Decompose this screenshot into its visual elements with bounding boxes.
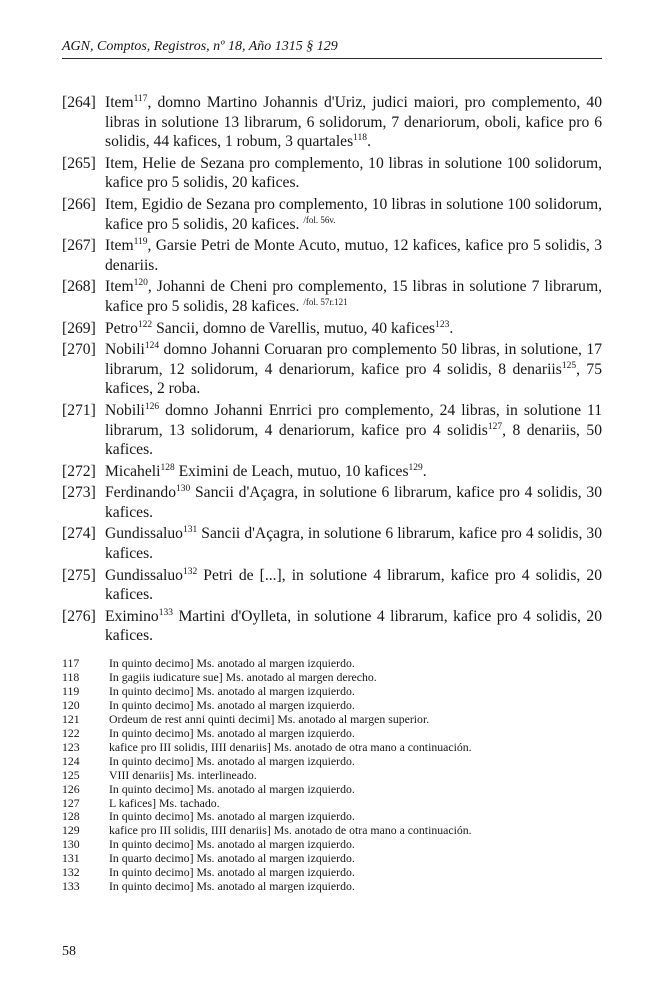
footnote <box>62 880 602 894</box>
entry-text <box>105 93 602 152</box>
entry-number: [276] <box>62 607 96 625</box>
entry-text <box>105 154 602 193</box>
footnote-text: VIII denariis] Ms. interlineado. <box>109 767 257 782</box>
text-run: Item <box>105 278 134 296</box>
footnote <box>62 755 602 769</box>
footnote-ref: 126 <box>144 401 160 412</box>
footnote-number: 121 <box>62 711 80 726</box>
footnote-text: kafice pro III solidis, IIII denariis] Ms. anotado de otra mano a continuación. <box>109 739 472 754</box>
entry-text <box>105 566 602 605</box>
entry-text <box>105 195 602 234</box>
entry-number: [273] <box>62 484 96 502</box>
footnote-text: In quinto decimo] Ms. anotado al margen izquierdo. <box>109 879 355 894</box>
text-run: domno Johanni Enrrici pro complemento, 24 libras, in solutione 11 librarum, 13 solidorum, 4 denariorum, kafice pro 4 solidis <box>105 401 602 439</box>
footnote-ref: 117 <box>133 94 148 104</box>
entry-text <box>105 483 602 522</box>
text-run: Nobili <box>105 341 145 359</box>
footnote-ref: 130 <box>176 484 191 495</box>
entry-text <box>105 607 602 646</box>
text-run: Eximini de Leach, mutuo, 10 kafices <box>174 462 409 480</box>
footnote-number: 120 <box>62 697 80 712</box>
footnote <box>62 699 602 713</box>
footnote-number: 125 <box>62 767 80 782</box>
footnote-number: 117 <box>62 656 80 670</box>
entry <box>62 277 602 316</box>
footnote <box>62 727 602 741</box>
footnote-text: In quinto decimo] Ms. anotado al margen izquierdo. <box>109 683 355 698</box>
text-run: Martini d'Oylleta, in solutione 4 librarum, kafice pro 4 solidis, 20 kafices. <box>105 607 602 645</box>
footnote-ref: 129 <box>408 462 423 473</box>
footnote-number: 132 <box>62 865 80 880</box>
entry-number: [267] <box>62 237 96 255</box>
header-rule <box>62 58 602 59</box>
text-run: . <box>367 133 371 151</box>
entry <box>62 566 602 605</box>
footnote-ref: 131 <box>182 525 198 536</box>
entry <box>62 607 602 646</box>
footnote-ref: 125 <box>561 360 577 371</box>
entry <box>62 524 602 563</box>
footnote <box>62 783 602 797</box>
footnote <box>62 685 602 699</box>
footnote-ref: 118 <box>353 133 368 144</box>
footnote-ref: 120 <box>133 278 148 289</box>
text-run: Ferdinando <box>105 484 177 502</box>
entry-text <box>105 462 602 482</box>
entry-number: [265] <box>62 154 96 172</box>
footnote <box>62 769 602 783</box>
footnote <box>62 852 602 866</box>
footnote-text: In quinto decimo] Ms. anotado al margen izquierdo. <box>109 837 355 852</box>
entry-text <box>105 340 602 399</box>
text-run: Item <box>105 94 134 111</box>
footnote-text: kafice pro III solidis, IIII denariis] Ms. anotado de otra mano a continuación. <box>109 823 472 838</box>
footnote-number: 128 <box>62 809 80 824</box>
footnotes-list <box>62 657 602 894</box>
footnote <box>62 741 602 755</box>
footnote-ref: 122 <box>137 319 153 330</box>
text-run: Sancii, domno de Varellis, mutuo, 40 kafices <box>152 319 436 337</box>
text-run: Item <box>105 237 134 255</box>
footnote-text: In quinto decimo] Ms. anotado al margen izquierdo. <box>109 781 355 796</box>
footnote-ref: 127 <box>487 421 503 432</box>
footnote <box>62 866 602 880</box>
entry <box>62 340 602 399</box>
text-run: , 75 kafices, 2 roba. <box>105 360 602 398</box>
footnote-text: In quinto decimo] Ms. anotado al margen izquierdo. <box>109 697 355 712</box>
running-head: AGN, Comptos, Registros, nº 18, Año 1315 § 129 <box>62 39 338 54</box>
footnote-number: 129 <box>62 823 80 838</box>
text-run: , Garsie Petri de Monte Acuto, mutuo, 12 kafices, kafice pro 5 solidis, 3 denariis. <box>105 237 602 274</box>
text-run: Micaheli <box>105 462 161 480</box>
footnote-number: 124 <box>62 753 80 768</box>
folio-marker: /fol. 56v. <box>303 214 336 225</box>
footnote-number: 131 <box>62 851 80 866</box>
text-run: Sancii d'Açagra, in solutione 6 librarum, kafice pro 4 solidis, 30 kafices. <box>105 484 602 521</box>
entry-text <box>105 277 602 316</box>
entry-number: [269] <box>62 319 96 337</box>
footnote-text: Ordeum de rest anni quinti decimi] Ms. anotado al margen superior. <box>109 711 430 726</box>
footnote-ref: 123 <box>435 319 450 330</box>
footnote <box>62 713 602 727</box>
entry-number: [268] <box>62 278 96 296</box>
footnote-ref: 128 <box>160 462 175 473</box>
footnote-text: L kafices] Ms. tachado. <box>109 795 220 810</box>
entry-text <box>105 319 602 339</box>
entries-list <box>62 93 602 648</box>
footnote <box>62 797 602 811</box>
footnote-number: 118 <box>62 669 80 684</box>
entry-text <box>105 236 602 275</box>
text-run: Nobili <box>105 401 145 419</box>
footnote <box>62 671 602 685</box>
entry-number: [266] <box>62 195 96 213</box>
footnote-number: 123 <box>62 739 80 754</box>
footnote-ref: 132 <box>182 566 198 577</box>
entry <box>62 236 602 275</box>
text-run: Petro <box>105 319 138 337</box>
footnote <box>62 810 602 824</box>
footnote <box>62 824 602 838</box>
footnote-number: 133 <box>62 879 80 894</box>
footnote-text: In quinto decimo] Ms. anotado al margen izquierdo. <box>109 809 355 824</box>
footnote-number: 127 <box>62 795 80 810</box>
text-run: Eximino <box>105 607 159 625</box>
entry <box>62 319 602 339</box>
text-run: Item, Egidio de Sezana pro complemento, 10 libras in solutione 100 solidorum, kafice pro 5 solidis, 20 kafices. <box>105 195 602 233</box>
text-run: . <box>422 462 427 480</box>
text-run: Item, Helie de Sezana pro complemento, 10 libras in solutione 100 solidorum, kafice pro 5 solidis, 20 kafices. <box>105 154 602 192</box>
entry-number: [274] <box>62 525 96 543</box>
entry <box>62 483 602 522</box>
entry <box>62 154 602 193</box>
text-run: domno Johanni Coruaran pro complemento 50 libras, in solutione, 17 librarum, 12 solidorum, 4 denariorum, kafice pro 4 solidis, 8 denariis <box>105 341 602 378</box>
entry-text <box>105 524 602 563</box>
footnote-number: 130 <box>62 837 80 852</box>
footnote-number: 126 <box>62 781 80 796</box>
entry <box>62 462 602 482</box>
text-run: Gundissaluo <box>105 525 183 543</box>
footnote-number: 119 <box>62 683 80 698</box>
entry <box>62 401 602 460</box>
entry <box>62 93 602 152</box>
entry-number: [270] <box>62 341 96 359</box>
footnote <box>62 838 602 852</box>
footnote-text: In quinto decimo] Ms. anotado al margen izquierdo. <box>109 725 355 740</box>
text-run: , 8 denariis, 50 kafices. <box>105 421 602 459</box>
entry-number: [271] <box>62 401 96 419</box>
entry-text <box>105 401 602 460</box>
page-number: 58 <box>62 944 76 959</box>
footnote-number: 122 <box>62 725 80 740</box>
footnote-ref: 133 <box>158 607 173 618</box>
footnote-text: In quinto decimo] Ms. anotado al margen izquierdo. <box>109 656 355 670</box>
footnote-text: In gagiis iudicature sue] Ms. anotado al margen derecho. <box>109 669 377 684</box>
text-run: Petri de [...], in solutione 4 librarum, kafice pro 4 solidis, 20 kafices. <box>105 566 602 604</box>
footnote <box>62 657 602 671</box>
text-run: , Johanni de Cheni pro complemento, 15 libras in solutione 7 librarum, kafice pro 5 solidis, 28 kafices. <box>105 278 602 315</box>
text-run: . <box>449 319 454 337</box>
entry-number: [264] <box>62 94 96 111</box>
text-run: Sancii d'Açagra, in solutione 6 librarum, kafice pro 4 solidis, 30 kafices. <box>105 525 602 563</box>
footnote-text: In quinto decimo] Ms. anotado al margen izquierdo. <box>109 865 355 880</box>
footnote-ref: 119 <box>133 237 148 248</box>
text-run: Gundissaluo <box>105 566 183 584</box>
footnote-text: In quinto decimo] Ms. anotado al margen izquierdo. <box>109 753 355 768</box>
entry-number: [272] <box>62 462 96 480</box>
footnote-ref: 124 <box>144 341 160 352</box>
folio-marker: /fol. 57r.121 <box>303 296 348 307</box>
entry-number: [275] <box>62 566 96 584</box>
text-run: , domno Martino Johannis d'Uriz, judici maiori, pro complemento, 40 libras in solutione 13 librarum, 6 solidorum, 7 denariorum, oboli, kafice pro 6 solidis, 44 kafices, 1 robum, 3 quartales <box>105 94 602 151</box>
footnote-text: In quarto decimo] Ms. anotado al margen izquierdo. <box>109 851 355 866</box>
entry <box>62 195 602 234</box>
